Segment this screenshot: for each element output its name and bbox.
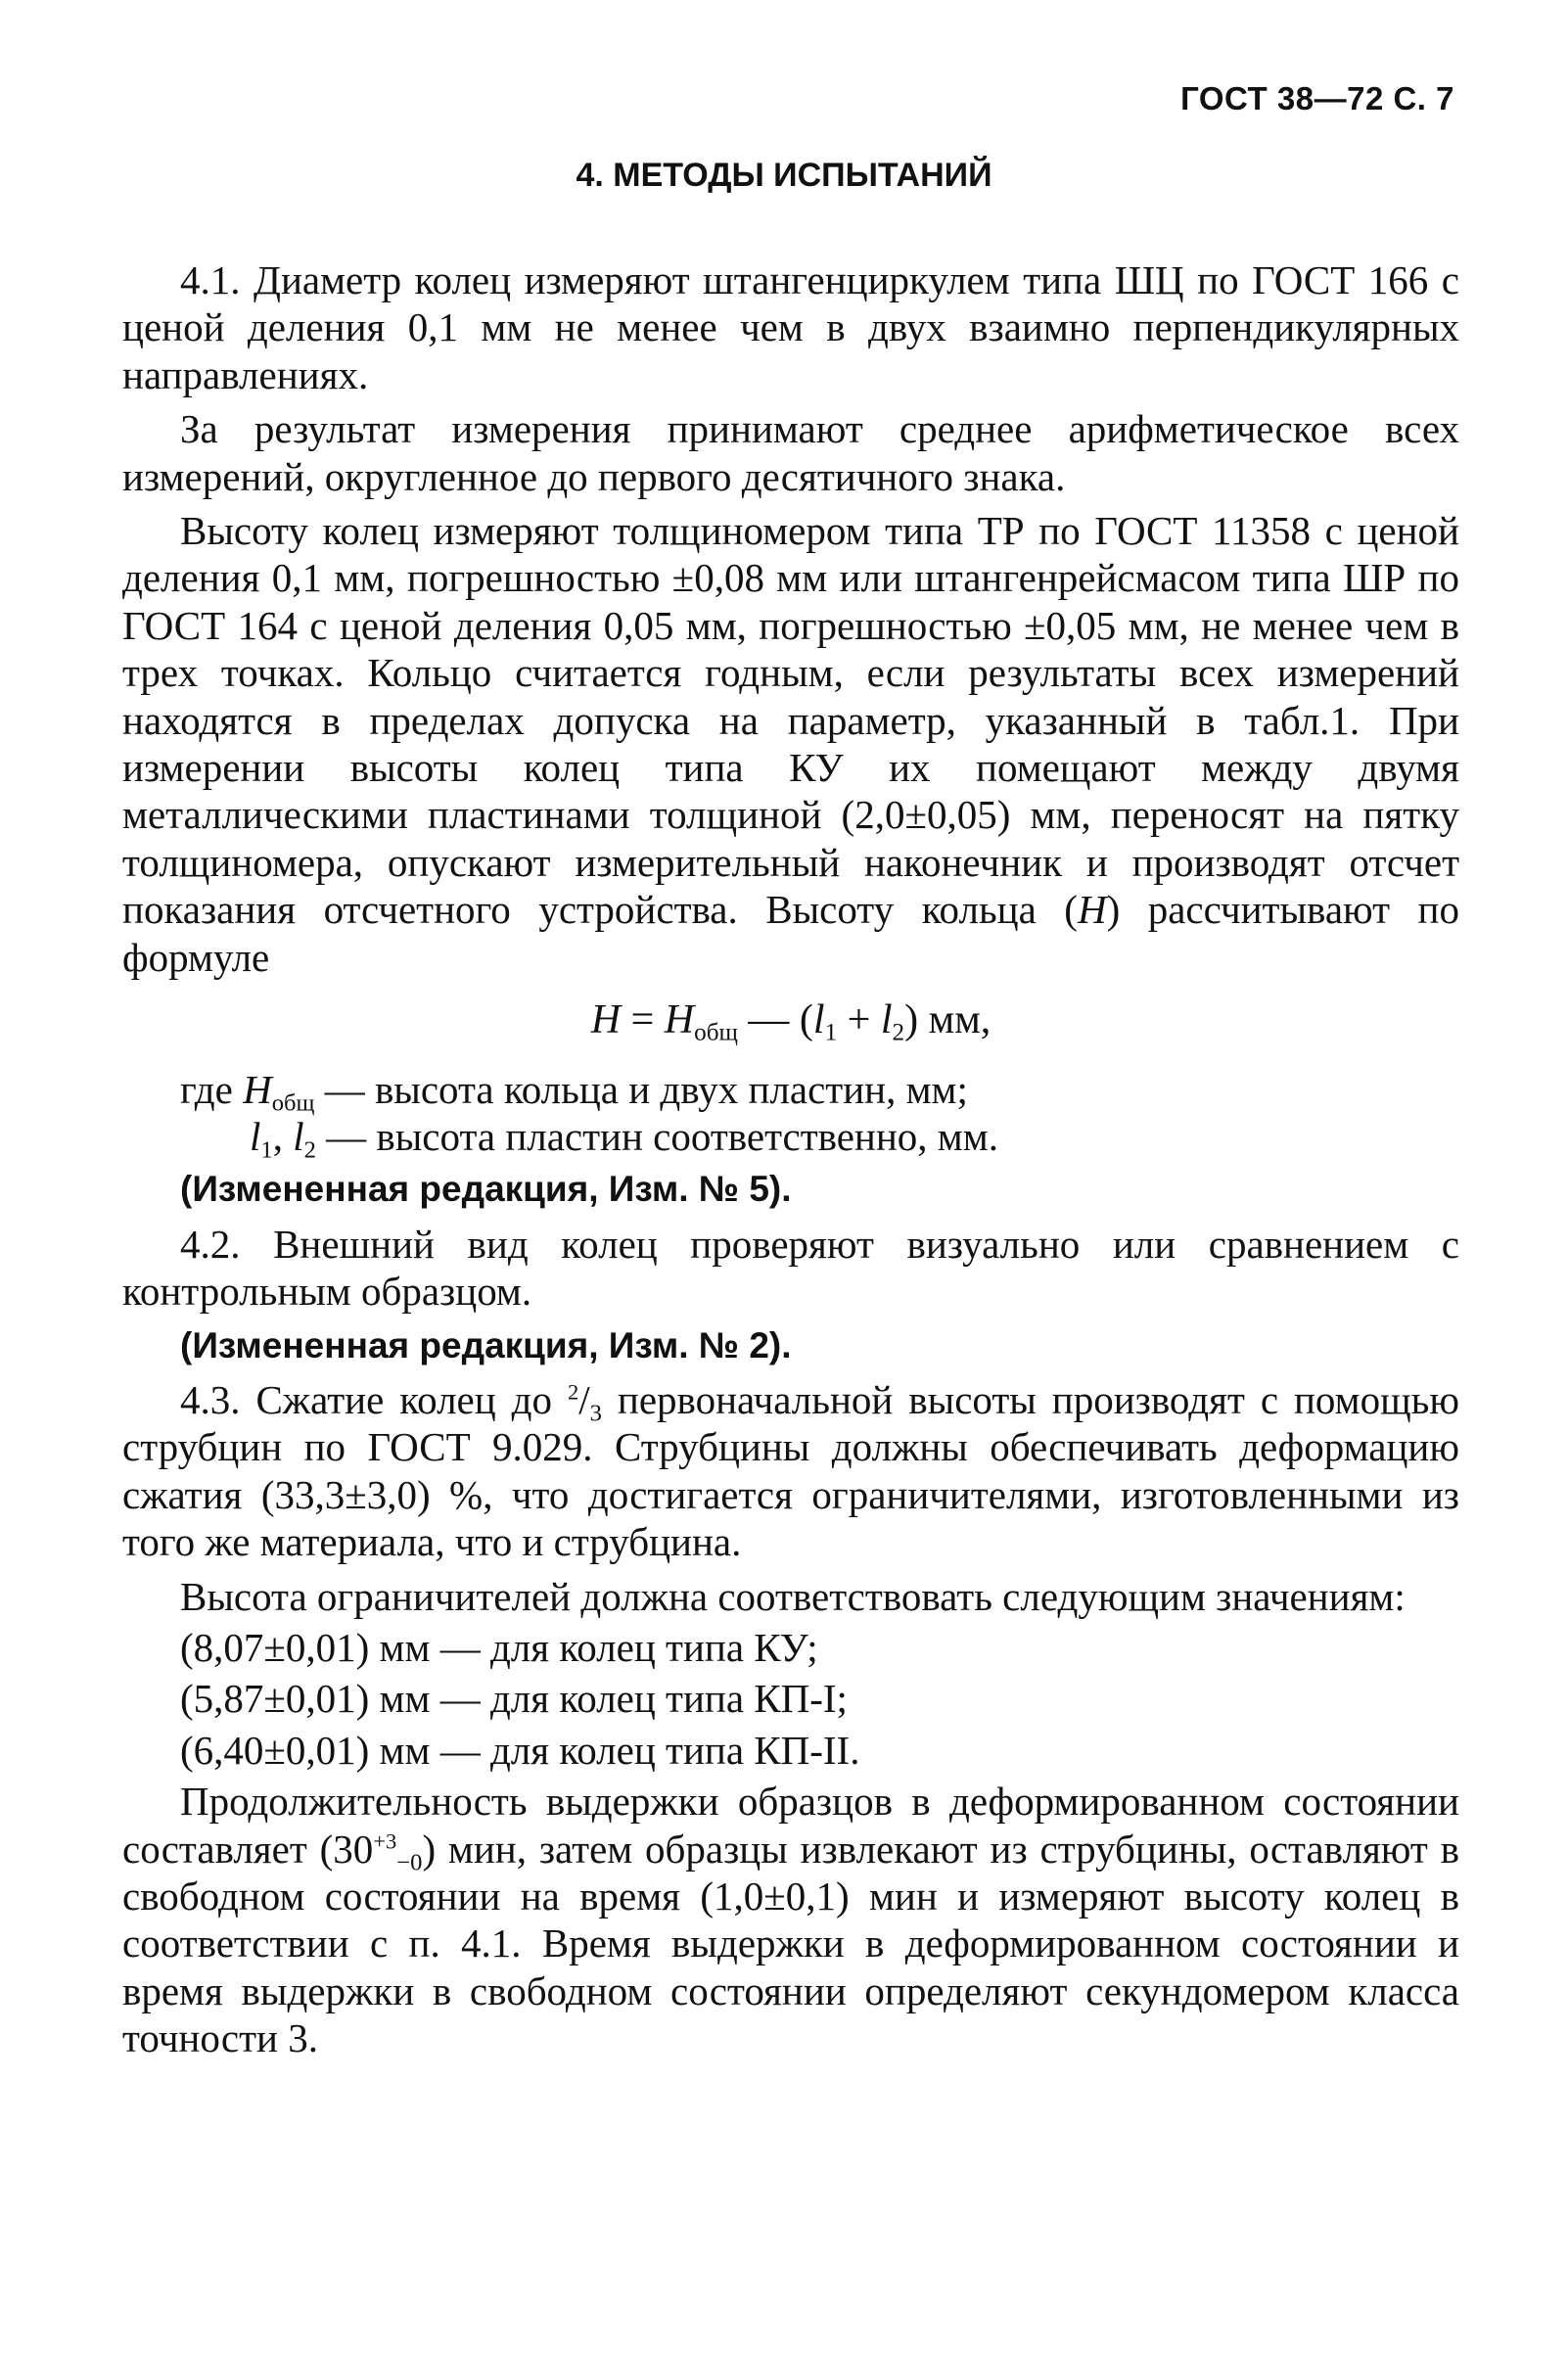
height-formula [122,996,1459,1046]
where-var-l1: l [250,1113,261,1159]
formula-tail: ) мм, [904,997,992,1043]
paragraph-result: За результат измерения принимают среднее арифметическое всех измерений, округленное до первого десятичного знака. [122,406,1459,499]
amendment-note-2: (Измененная редакция, Изм. № 2). [180,1324,792,1365]
where-text-2: — высота пластин соответственно, мм. [315,1113,998,1159]
where-text: — высота кольца и двух пластин, мм; [314,1066,968,1112]
paragraph-duration-text-b: ) мин, затем образцы извлекают из струбцины, оставляют в свободном состоянии на время (1,0±0,1) мин и измеряют высоту колец в соответствии с п. 4.1. Время выдержки в деформированном состоянии и время выдержки в свободном состоянии определяют секундомером класса точности 3. [122,1826,1459,2061]
where-var-l2-sub: 2 [303,1136,316,1164]
section-title: 4. МЕТОДЫ ИСПЫТАНИЙ [576,157,992,194]
formula-minus: — ( [737,997,813,1043]
paragraph-height-text-a: Высоту колец измеряют толщиномером типа ТР по ГОСТ 11358 с ценой деления 0,1 мм, погрешностью ±0,08 мм или штангенрейсмасом типа ШР по ГОСТ 164 с ценой деления 0,05 мм, погрешностью ±0,05 мм, не менее чем в трех точках. Кольцо считается годным, если результаты всех измерений находятся в пределах допуска на параметр, указанный в табл.1. При измерении высоты колец типа КУ их помещают между двумя металлическими пластинами толщиной (2,0±0,05) мм, переносят на пятку толщиномера, опускают измерительный наконечник и производят отсчет показания отсчетного устройства. Высоту кольца ( [122,508,1459,933]
formula-h-total-sub: общ [694,1019,738,1046]
where-line-2 [122,1113,1459,1164]
limit-item: (5,87±0,01) мм — для колец типа КП-I; [180,1676,848,1722]
amendment-note-5: (Измененная редакция, Изм. № 5). [180,1169,792,1210]
formula-l1-sub: 1 [824,1019,838,1046]
tolerance-upper: +3 [373,1827,397,1853]
paragraph-4-1: 4.1. Диаметр колец измеряют штангенциркулем типа ШЦ по ГОСТ 166 с ценой деления 0,1 мм не менее чем в двух взаимно перпендикулярных направлениях. [122,257,1459,397]
limit-item: (8,07±0,01) мм — для колец типа КУ; [180,1624,818,1670]
page-header: ГОСТ 38—72 С. 7 [1180,80,1454,116]
formula-lhs: H [590,997,622,1043]
limit-item: (6,40±0,01) мм — для колец типа КП-II. [180,1727,860,1773]
where-sep: , [272,1113,294,1159]
formula-plus: + [837,997,881,1043]
fraction-denominator: 3 [589,1400,602,1427]
paragraph-4-2: 4.2. Внешний вид колец проверяют визуально или сравнением с контрольным образцом. [122,1221,1459,1315]
formula-h-total: H [664,997,695,1043]
where-var-l1-sub: 1 [260,1136,273,1164]
formula-l2: l [880,997,893,1043]
fraction-two-thirds [567,1376,602,1427]
paragraph-height-text-b: ) рассчитывают по формуле [122,887,1459,980]
where-prefix: где [180,1066,244,1112]
paragraph-4-3-text-b: первоначальной высоты производят с помощью струбцин по ГОСТ 9.029. Струбцины должны обеспечивать деформацию сжатия (33,3±3,0) %, что достигается ограничителями, изготовленными из того же материала, что и струбцина. [122,1376,1459,1565]
paragraph-limits: Высота ограничителей должна соответствовать следующим значениям: [180,1573,1406,1619]
where-var-l2: l [293,1113,304,1159]
paragraph-4-3-text-a: 4.3. Сжатие колец до [180,1376,568,1422]
height-variable: H [1077,887,1107,933]
paragraph-4-3 [122,1376,1459,1566]
where-var: H [243,1066,272,1112]
formula-l2-sub: 2 [892,1019,905,1046]
formula-equals: = [621,997,665,1043]
formula-l1: l [812,997,825,1043]
tolerance-lower: −0 [396,1848,423,1875]
fraction-numerator: 2 [567,1379,579,1405]
paragraph-duration-text-a: Продолжительность выдержки образцов в деформированном состоянии составляет (30 [122,1779,1459,1872]
paragraph-height [122,507,1459,981]
where-line-1 [122,1066,1459,1116]
where-var-sub: общ [271,1088,315,1116]
fraction-slash: / [578,1376,590,1422]
paragraph-duration [122,1778,1459,2061]
document-body [122,256,1459,2069]
